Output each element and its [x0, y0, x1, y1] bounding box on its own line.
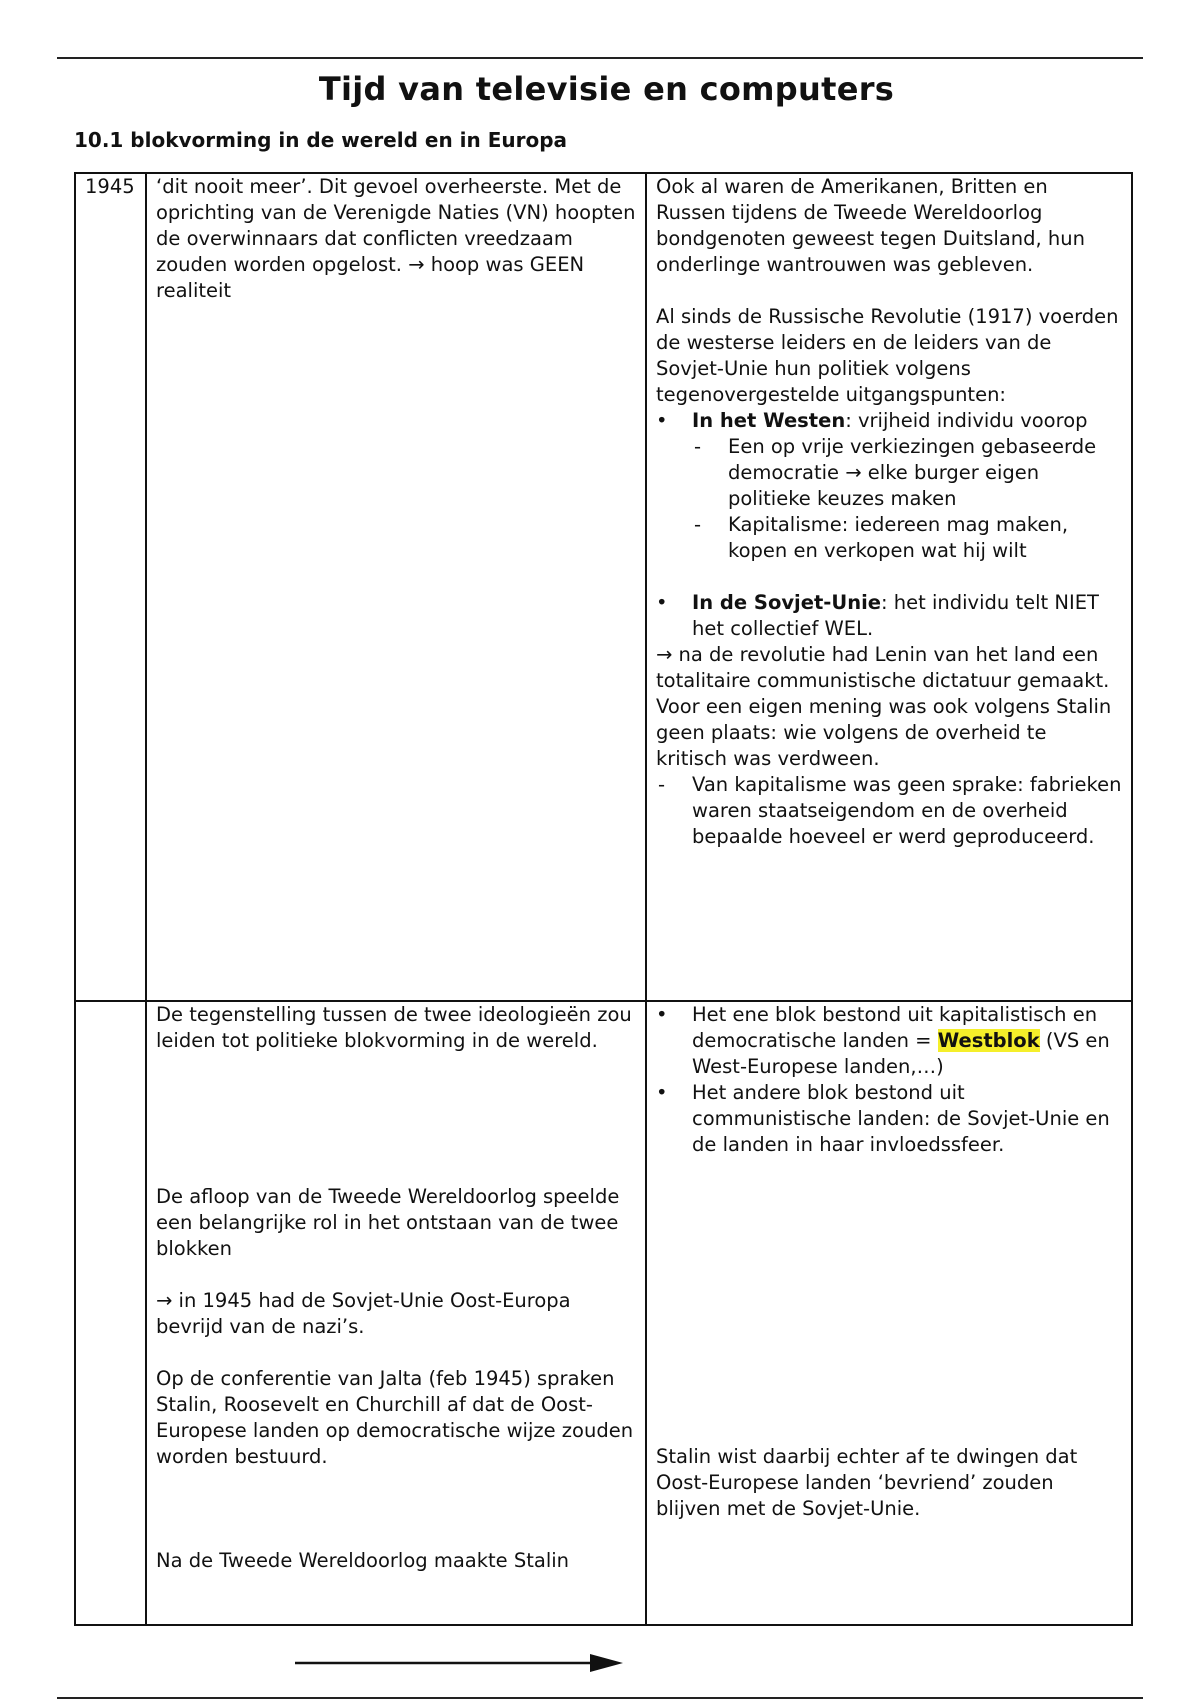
list-item: - Een op vrije verkiezingen gebaseerde democratie → elke burger eigen politieke keuzes maken: [692, 434, 1123, 512]
dash-list: [656, 772, 1123, 850]
list-item: • In het Westen: vrijheid individu voorop - Een op vrije verkiezingen gebaseerde democratie → elke burger eigen politieke keuzes maken - Kapitalisme: iedereen mag maken, kopen en verkopen wat hij wilt: [656, 408, 1123, 564]
section-heading: 10.1 blokvorming in de wereld en in Europa: [74, 128, 568, 152]
list-item: • Het ene blok bestond uit kapitalistisch en democratische landen = Westblok (VS en West-Europese landen,…): [656, 1002, 1123, 1080]
paragraph: → in 1945 had de Sovjet-Unie Oost-Europa bevrijd van de nazi’s.: [156, 1289, 571, 1338]
page-title: Tijd van televisie en computers: [318, 70, 895, 108]
year-label: 1945: [85, 175, 135, 198]
arrow-right-icon: [295, 1651, 625, 1675]
bottom-rule: [57, 1697, 1143, 1699]
list-item: • Het andere blok bestond uit communistische landen: de Sovjet-Unie en de landen in haar invloedssfeer.: [656, 1080, 1123, 1158]
paragraph: Op de conferentie van Jalta (feb 1945) spraken Stalin, Roosevelt en Churchill af dat de Oost-Europese landen op democratische wijze zouden worden bestuurd.: [156, 1367, 634, 1468]
notes-table: [74, 172, 1133, 1626]
list-item: - Kapitalisme: iedereen mag maken, kopen en verkopen wat hij wilt: [692, 512, 1123, 564]
paragraph: De tegenstelling tussen de twee ideologieën zou leiden tot politieke blokvorming in de wereld.: [156, 1003, 632, 1052]
right-cell: [646, 173, 1132, 1001]
right-cell: [646, 1001, 1132, 1625]
bold-term: In de Sovjet-Unie: [692, 591, 882, 614]
year-cell: [75, 1001, 146, 1625]
paragraph: De afloop van de Tweede Wereldoorlog speelde een belangrijke rol in het ontstaan van de twee blokken: [156, 1185, 620, 1260]
paragraph: → na de revolutie had Lenin van het land een totalitaire communistische dictatuur gemaakt. Voor een eigen mening was ook volgens Stalin geen plaats: wie volgens de overheid te kritisch was verdween.: [656, 643, 1112, 770]
paragraph: ‘dit nooit meer’. Dit gevoel overheerste. Met de oprichting van de Verenigde Naties (VN) hoopten de overwinnaars dat conflicten vreedzaam zouden worden opgelost. → hoop was GEEN realiteit: [156, 175, 636, 302]
bullet-list: [656, 590, 1123, 642]
year-cell: [75, 173, 146, 1001]
table-row: [75, 1001, 1132, 1625]
paragraph: Stalin wist daarbij echter af te dwingen dat Oost-Europese landen ‘bevriend’ zouden blijven met de Sovjet-Unie.: [656, 1445, 1078, 1520]
left-cell: [146, 1001, 646, 1625]
paragraph: Na de Tweede Wereldoorlog maakte Stalin: [156, 1549, 570, 1572]
list-item: - Van kapitalisme was geen sprake: fabrieken waren staatseigendom en de overheid bepaalde hoeveel er werd geproduceerd.: [656, 772, 1123, 850]
bullet-list: [656, 408, 1123, 564]
bold-term: In het Westen: [692, 409, 846, 432]
paragraph: Al sinds de Russische Revolutie (1917) voerden de westerse leiders en de leiders van de Sovjet-Unie hun politiek volgens tegenovergestelde uitgangspunten:: [656, 305, 1119, 406]
list-item: • In de Sovjet-Unie: het individu telt NIET het collectief WEL.: [656, 590, 1123, 642]
top-rule: [57, 57, 1143, 59]
highlighted-term: Westblok: [937, 1029, 1040, 1052]
bullet-list: [656, 1002, 1123, 1158]
left-cell: [146, 173, 646, 1001]
dash-list: [692, 434, 1123, 564]
paragraph: Ook al waren de Amerikanen, Britten en Russen tijdens de Tweede Wereldoorlog bondgenoten geweest tegen Duitsland, hun onderlinge wantrouwen was gebleven.: [656, 175, 1085, 276]
table-row: [75, 173, 1132, 1001]
